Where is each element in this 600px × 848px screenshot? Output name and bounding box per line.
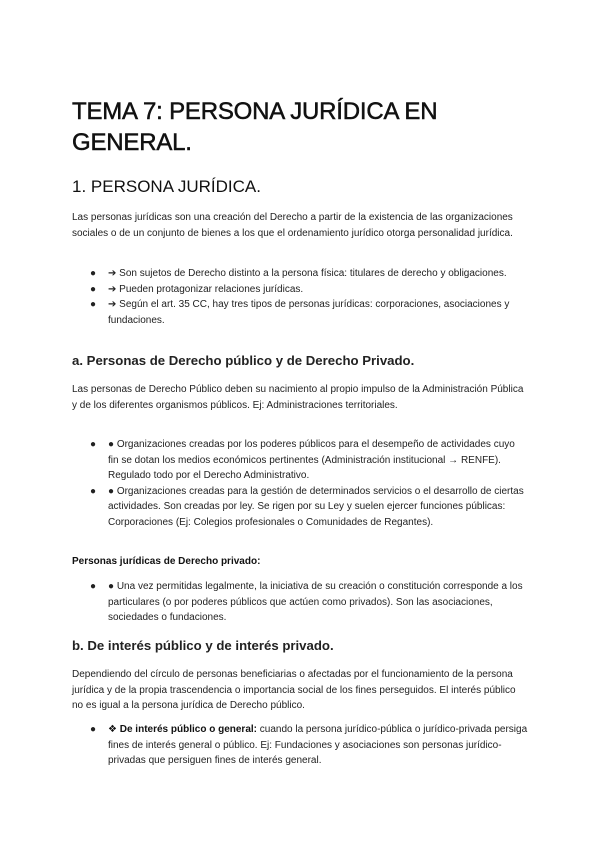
sectionA-intro: Las personas de Derecho Público deben su nacimiento al propio impulso de la Administración Pública y de los diferentes organismos públicos. Ej: Administraciones territoriales.: [72, 384, 524, 411]
list-item: ● ● Organizaciones creadas para la gestión de determinados servicios o el desarrollo de ciertas actividades. Son creadas por ley. Se rigen por su Ley y suelen ejercer funciones públicas: Corporaciones (Ej: Colegios profesionales o Comunidades de Regantes).: [90, 485, 524, 528]
section-heading-interes: b. De interés público y de interés privado.: [72, 638, 334, 653]
list-item: ● ➔ Son sujetos de Derecho distinto a la persona física: titulares de derecho y obligaciones.: [72, 266, 528, 282]
sectionA-bullet-list: [72, 437, 528, 530]
bullet-bold-lead: ❖ De interés público o general:: [108, 724, 257, 735]
section-heading-publico-privado: a. Personas de Derecho público y de Derecho Privado.: [72, 353, 415, 368]
bullet-dot: ●: [90, 724, 97, 735]
page-title: TEMA 7: PERSONA JURÍDICA EN GENERAL.: [72, 98, 438, 156]
bullet-dot: ●: [90, 283, 97, 295]
private-label: Personas jurídicas de Derecho privado:: [72, 556, 261, 567]
section-heading-persona-juridica: 1. PERSONA JURÍDICA.: [72, 177, 261, 196]
bullet-dot: ●: [90, 485, 97, 497]
list-item: ● ➔ Según el art. 35 CC, hay tres tipos de personas jurídicas: corporaciones, asociaciones y fundaciones.: [90, 299, 510, 326]
list-item: ● ● Una vez permitidas legalmente, la iniciativa de su creación o constitución corresponde a los particulares (o por poderes públicos que actúen como privados). Son las asociaciones, sociedades o fundaciones.: [90, 581, 523, 623]
private-bullet-list: [72, 579, 528, 626]
list-item: ● ➔ Pueden protagonizar relaciones jurídicas.: [72, 282, 528, 298]
bullet-dot: ●: [90, 299, 97, 310]
bullet-dot: ●: [90, 439, 97, 450]
sectionB-intro: Dependiendo del círculo de personas beneficiarias o afectadas por el funcionamiento de la persona jurídica y de la propia trascendencia o importancia social de los fines perseguidos. El interés público no es igual a la persona jurídica de Derecho público.: [72, 669, 516, 711]
bullet-dot: ●: [90, 268, 97, 279]
section1-bullet-list: [72, 266, 528, 328]
sectionB-bullet-list: [72, 722, 528, 769]
bullet-dot: ●: [90, 581, 97, 592]
list-item: ● ● Organizaciones creadas por los poderes públicos para el desempeño de actividades cuyo fin se dotan los medios económicos pertinentes (Administración institucional → RENFE). Regulado todo por el Derecho Administrativo.: [90, 439, 515, 481]
section1-intro: Las personas jurídicas son una creación del Derecho a partir de la existencia de las organizaciones sociales o de un conjunto de bienes a los que el ordenamiento jurídico otorga personalidad jurídica.: [72, 212, 513, 239]
list-item: ● ❖ De interés público o general: cuando la persona jurídico-pública o jurídico-privada persiga fines de interés general o público. Ej: Fundaciones y asociaciones son personas jurídico-privadas que persiguen fines de interés general.: [90, 724, 528, 766]
